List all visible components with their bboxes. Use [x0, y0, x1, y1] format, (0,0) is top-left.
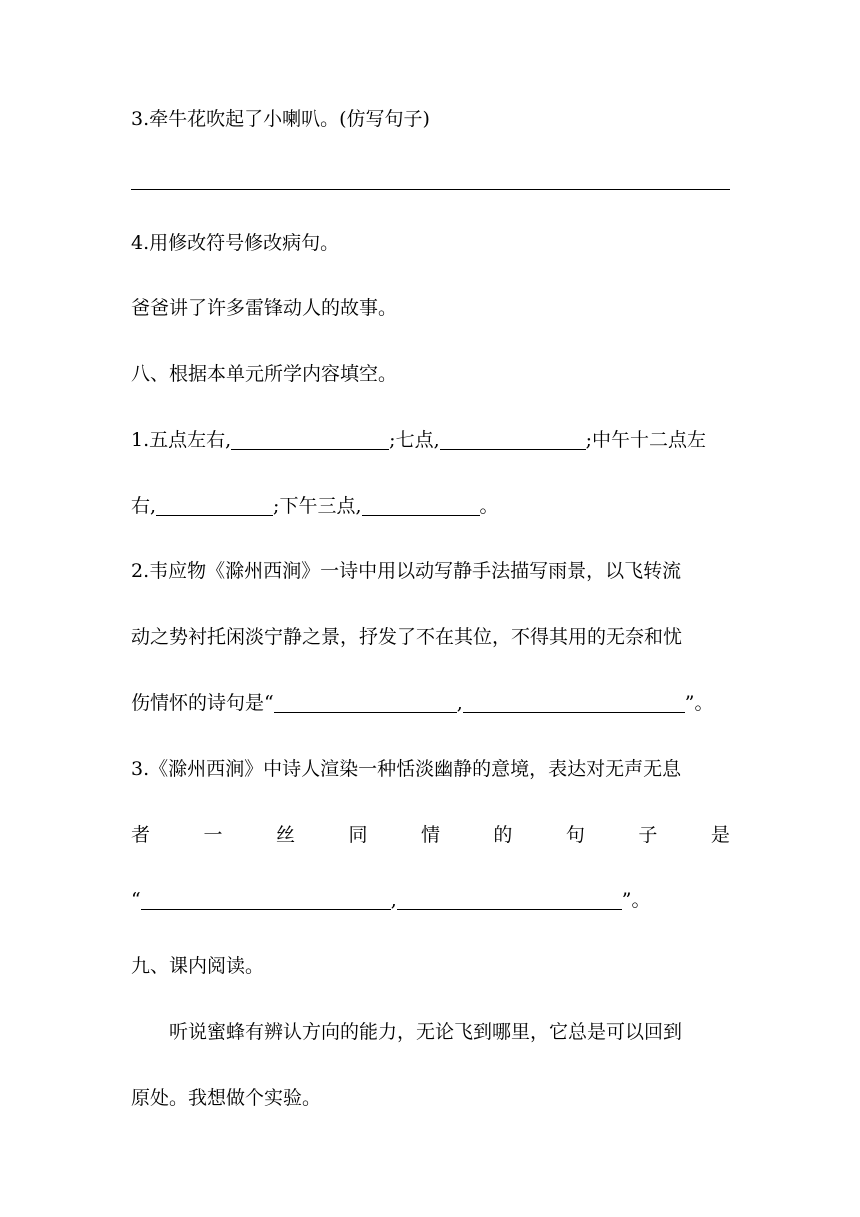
- fill-1-line-1: [131, 428, 730, 452]
- fill-1-text-c: ;中午十二点左: [585, 429, 707, 451]
- fill-1-text-f: 。: [479, 495, 499, 517]
- fill-3-char: 一: [203, 824, 223, 846]
- fill-blank[interactable]: [274, 692, 457, 713]
- fill-3-char: 的: [493, 824, 513, 846]
- fill-blank[interactable]: [141, 889, 391, 910]
- question-4: 4.用修改符号修改病句。: [131, 232, 340, 254]
- fill-blank[interactable]: [156, 495, 273, 516]
- fill-blank[interactable]: [463, 692, 685, 713]
- fill-3-char: 者: [131, 824, 151, 846]
- fill-3-char: 句: [565, 824, 585, 846]
- question-3: 3.牵牛花吹起了小喇叭。(仿写句子): [131, 108, 430, 130]
- sick-sentence: 爸爸讲了许多雷锋动人的故事。: [131, 297, 398, 319]
- fill-2-line-2: 动之势衬托闲淡宁静之景，抒发了不在其位，不得其用的无奈和忧: [131, 626, 683, 648]
- fill-1-text-e: ;下午三点,: [273, 495, 362, 517]
- fill-blank[interactable]: [231, 429, 389, 450]
- fill-2-text-c: 伤情怀的诗句是“: [131, 692, 274, 714]
- fill-3-char: 丝: [275, 824, 295, 846]
- fill-3-line-2: [131, 823, 730, 847]
- section-9-heading: 九、课内阅读。: [131, 955, 265, 977]
- fill-2-line-1: 2.韦应物《滁州西涧》一诗中用以动写静手法描写雨景，以飞转流: [131, 560, 682, 582]
- fill-3-line-3: [131, 888, 730, 912]
- fill-1-line-2: [131, 494, 730, 518]
- fill-3-char: 子: [638, 824, 658, 846]
- fill-3-end: ”。: [621, 889, 651, 911]
- fill-1-text-b: ;七点,: [389, 429, 440, 451]
- answer-line: [131, 189, 730, 190]
- fill-3-char: 情: [420, 824, 440, 846]
- reading-paragraph-line-2: 原处。我想做个实验。: [131, 1087, 322, 1109]
- fill-3-open: “: [131, 889, 141, 911]
- fill-blank[interactable]: [397, 889, 622, 910]
- fill-3-char: 是: [710, 824, 730, 846]
- fill-blank[interactable]: [440, 429, 586, 450]
- section-8-heading: 八、根据本单元所学内容填空。: [131, 363, 398, 385]
- reading-paragraph-line-1: 听说蜜蜂有辨认方向的能力，无论飞到哪里，它总是可以回到: [169, 1021, 683, 1043]
- fill-1-text-a: 1.五点左右,: [131, 429, 232, 451]
- fill-2-comma: ,: [456, 692, 463, 714]
- fill-3-char: 同: [348, 824, 368, 846]
- fill-3-line-1: 3.《滁州西涧》中诗人渲染一种恬淡幽静的意境，表达对无声无息: [131, 758, 682, 780]
- fill-3-comma: ,: [390, 889, 397, 911]
- fill-2-end: ”。: [684, 692, 714, 714]
- fill-2-line-3: [131, 691, 730, 715]
- fill-1-text-d: 右,: [131, 495, 157, 517]
- fill-blank[interactable]: [362, 495, 480, 516]
